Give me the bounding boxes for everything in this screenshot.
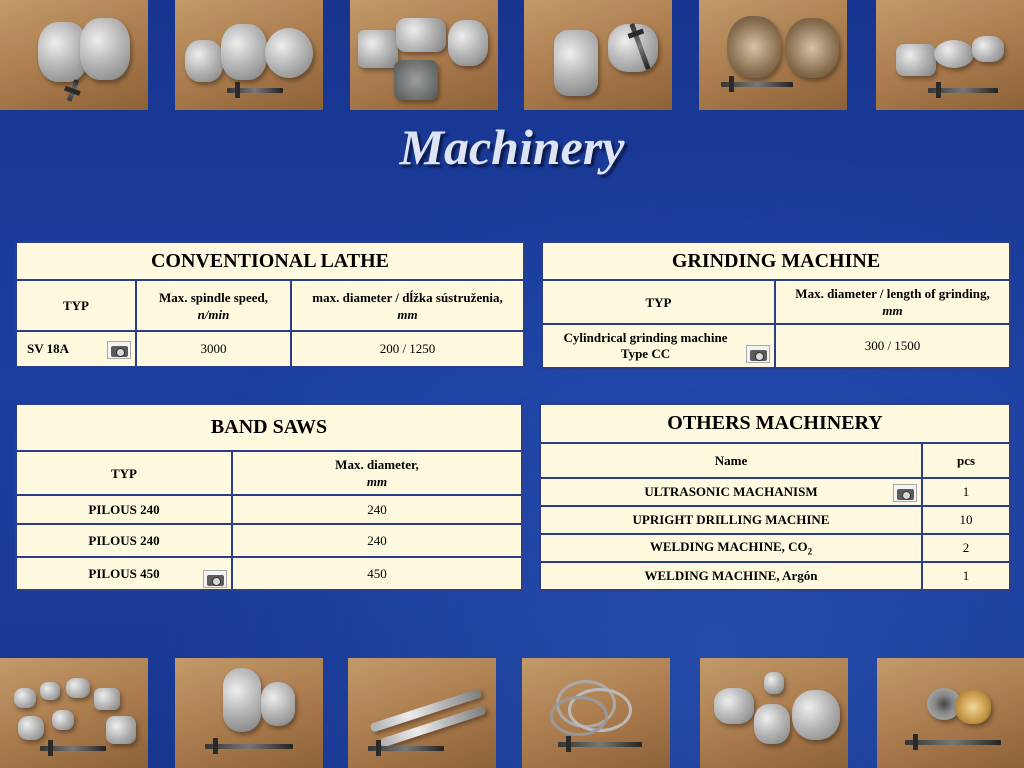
others-row-name: WELDING MACHINE, CO — [649, 539, 808, 555]
others-machinery-table — [539, 403, 1011, 591]
band-saws-table — [15, 403, 523, 591]
lathe-col-speed — [136, 280, 291, 331]
others-row-name-cell — [540, 478, 922, 506]
conventional-lathe-table — [15, 241, 525, 368]
others-row-pcs: 1 — [922, 478, 1010, 506]
bottom-photo-strip — [0, 658, 1024, 768]
lathe-col-diam — [291, 280, 524, 331]
bandsaws-col-typ: TYP — [16, 451, 232, 495]
product-photo-8[interactable] — [175, 658, 323, 768]
grinding-col-diam-unit: mm — [882, 303, 903, 318]
others-col-pcs: pcs — [922, 443, 1010, 478]
table-row — [16, 331, 524, 367]
lathe-col-speed-label: Max. spindle speed, — [158, 289, 269, 305]
grinding-col-diam — [775, 280, 1010, 324]
grinding-row-name-line2: Type CC — [620, 346, 671, 361]
bandsaws-row-diam: 450 — [232, 557, 522, 590]
table-row — [540, 562, 1010, 590]
bandsaws-row-name: PILOUS 450 — [88, 565, 160, 581]
table-row — [540, 534, 1010, 562]
bandsaws-header: BAND SAWS — [16, 404, 522, 451]
lathe-row-diam: 200 / 1250 — [291, 331, 524, 367]
grinding-row-name-line1: Cylindrical grinding machine — [563, 330, 728, 345]
bandsaws-row-diam: 240 — [232, 524, 522, 557]
camera-icon[interactable] — [203, 570, 227, 588]
bandsaws-col-diam-unit: mm — [366, 474, 388, 489]
lathe-col-typ: TYP — [16, 280, 136, 331]
others-row-pcs: 1 — [922, 562, 1010, 590]
bandsaws-row-name-cell — [16, 557, 232, 590]
others-header: OTHERS MACHINERY — [540, 404, 1010, 443]
table-row — [16, 557, 522, 590]
others-row-name: WELDING MACHINE, Argón — [540, 562, 922, 590]
product-photo-4[interactable] — [524, 0, 672, 110]
grinding-col-typ: TYP — [542, 280, 775, 324]
grinding-header: GRINDING MACHINE — [542, 242, 1010, 280]
bandsaws-col-diam-label: Max. diameter, — [335, 457, 419, 472]
page-title: Machinery — [399, 119, 625, 175]
top-photo-strip — [0, 0, 1024, 110]
product-photo-7[interactable] — [0, 658, 148, 768]
lathe-col-speed-unit: n/min — [197, 306, 230, 322]
grinding-row-name — [542, 324, 775, 368]
others-row-pcs: 2 — [922, 534, 1010, 562]
grinding-row-diam: 300 / 1500 — [775, 324, 1010, 368]
camera-icon[interactable] — [746, 345, 770, 363]
others-col-name: Name — [540, 443, 922, 478]
lathe-col-diam-unit: mm — [397, 306, 418, 322]
product-photo-5[interactable] — [699, 0, 847, 110]
table-row — [540, 506, 1010, 534]
lathe-row-name-text: SV 18A — [27, 341, 70, 356]
product-photo-12[interactable] — [877, 658, 1024, 768]
table-row — [540, 478, 1010, 506]
product-photo-1[interactable] — [0, 0, 148, 110]
product-photo-10[interactable] — [522, 658, 670, 768]
product-photo-2[interactable] — [175, 0, 323, 110]
others-row-name: ULTRASONIC MACHANISM — [644, 484, 818, 499]
table-row — [16, 495, 522, 524]
bandsaws-row-name: PILOUS 240 — [16, 524, 232, 557]
lathe-row-speed: 3000 — [136, 331, 291, 367]
others-row-name-subscript: 2 — [807, 546, 813, 557]
bandsaws-col-diam — [232, 451, 522, 495]
bandsaws-row-name: PILOUS 240 — [16, 495, 232, 524]
product-photo-3[interactable] — [350, 0, 498, 110]
grinding-machine-table — [541, 241, 1011, 369]
table-row — [16, 524, 522, 557]
lathe-col-diam-label: max. diameter / dĺžka sústruženia, — [312, 289, 503, 305]
others-row-name-cell — [540, 534, 922, 562]
product-photo-11[interactable] — [700, 658, 848, 768]
lathe-header: CONVENTIONAL LATHE — [16, 242, 524, 280]
bandsaws-row-diam: 240 — [232, 495, 522, 524]
others-row-name: UPRIGHT DRILLING MACHINE — [540, 506, 922, 534]
lathe-row-name — [16, 331, 136, 367]
camera-icon[interactable] — [893, 484, 917, 502]
product-photo-6[interactable] — [876, 0, 1024, 110]
camera-icon[interactable] — [107, 341, 131, 359]
product-photo-9[interactable] — [348, 658, 496, 768]
grinding-col-diam-label: Max. diameter / length of grinding, — [795, 286, 990, 301]
others-row-pcs: 10 — [922, 506, 1010, 534]
table-row — [542, 324, 1010, 368]
